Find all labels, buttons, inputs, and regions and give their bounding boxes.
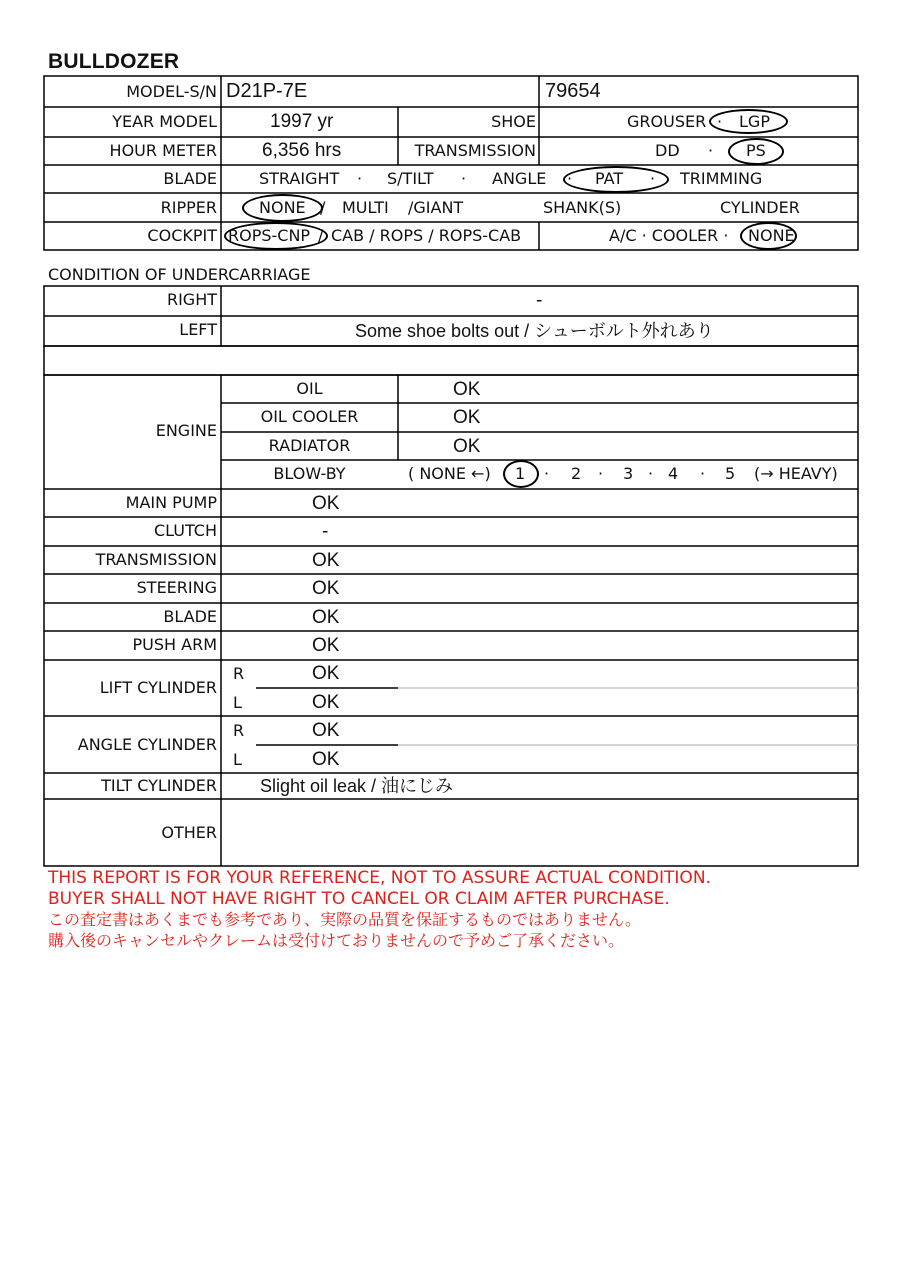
selection-circle (224, 222, 328, 250)
engine-label: ENGINE (155, 421, 217, 440)
ripper-option-multi: MULTI (342, 198, 389, 217)
ripper-option-giant: /GIANT (408, 198, 464, 217)
blade-separator: · (567, 169, 573, 188)
disclaimer-line-3: この査定書はあくまでも参考であり、実際の品質を保証するものではありません。 (48, 910, 641, 929)
oil-cooler-value: OK (453, 407, 481, 428)
blowby-scale-none: ( NONE ←) (408, 464, 491, 483)
blade-cond-label: BLADE (163, 607, 217, 626)
clutch-value: - (322, 521, 329, 542)
tilt-cylinder-label: TILT CYLINDER (101, 776, 217, 795)
shoe-label: SHOE (491, 112, 536, 131)
blowby-scale-4: 4 (668, 464, 679, 483)
lift-l-value: OK (312, 692, 340, 713)
oil-label: OIL (296, 379, 323, 398)
other-label: OTHER (161, 823, 217, 842)
hour-label: HOUR METER (109, 141, 217, 160)
blowby-scale-5: 5 (725, 464, 736, 483)
undercarriage-right-value: - (536, 290, 543, 311)
steering-label: STEERING (136, 578, 217, 597)
cockpit-separator: / (318, 226, 324, 245)
selection-circle (563, 166, 669, 193)
transmission-label: TRANSMISSION (414, 141, 536, 160)
blade-option-straight: STRAIGHT (259, 169, 340, 188)
undercarriage-right-label: RIGHT (166, 290, 217, 309)
undercarriage-heading: CONDITION OF UNDERCARRIAGE (48, 265, 311, 284)
blade-cond-value: OK (312, 607, 340, 628)
blowby-scale-2: 2 (571, 464, 582, 483)
selection-circle (709, 109, 788, 134)
push-arm-label: PUSH ARM (132, 635, 217, 654)
blade-separator: · (461, 169, 467, 188)
push-arm-value: OK (312, 635, 340, 656)
page-title: BULLDOZER (48, 50, 180, 73)
transmission-cond-value: OK (312, 550, 340, 571)
blowby-separator: · (700, 464, 706, 483)
blowby-scale-3: 3 (623, 464, 634, 483)
blowby-separator: · (648, 464, 654, 483)
blade-option-trimming: TRIMMING (680, 169, 763, 188)
transmission-separator: · (708, 141, 714, 160)
model-label: MODEL-S/N (126, 82, 217, 101)
lift-r-value: OK (312, 663, 340, 684)
undercarriage-left-value: Some shoe bolts out / シューボルト外れあり (355, 321, 714, 341)
clutch-label: CLUTCH (153, 521, 217, 540)
blade-label: BLADE (163, 169, 217, 188)
transmission-option-dd: DD (655, 141, 680, 160)
ripper-option-cylinder: CYLINDER (720, 198, 800, 217)
main-pump-value: OK (312, 493, 340, 514)
selection-circle (728, 138, 784, 165)
blowby-label: BLOW-BY (273, 464, 346, 483)
ripper-separator: / (320, 198, 326, 217)
disclaimer-line-1: THIS REPORT IS FOR YOUR REFERENCE, NOT TO ASSURE ACTUAL CONDITION. (48, 868, 711, 888)
model-value: D21P-7E (226, 80, 308, 102)
hour-value: 6,356 hrs (262, 140, 342, 161)
shoe-option-grouser: GROUSER (627, 112, 707, 131)
blade-option-stilt: S/TILT (387, 169, 434, 188)
undercarriage-left-label: LEFT (179, 320, 217, 339)
blowby-separator: · (544, 464, 550, 483)
ripper-label: RIPPER (160, 198, 217, 217)
blowby-scale-heavy: (→ HEAVY) (754, 464, 838, 483)
year-value: 1997 yr (270, 111, 334, 132)
main-pump-label: MAIN PUMP (125, 493, 217, 512)
blade-option-pat: PAT (595, 169, 624, 188)
radiator-label: RADIATOR (268, 436, 351, 455)
oil-cooler-label: OIL COOLER (260, 407, 359, 426)
selection-circle (740, 222, 797, 250)
lift-cylinder-label: LIFT CYLINDER (99, 678, 217, 697)
angle-l-label: L (233, 750, 242, 769)
lift-r-label: R (233, 664, 245, 683)
selection-circle (242, 194, 326, 222)
blade-separator: · (650, 169, 656, 188)
cockpit-option-cab: CAB / ROPS / ROPS-CAB (331, 226, 522, 245)
angle-r-value: OK (312, 720, 340, 741)
ac-option-none: NONE (748, 226, 795, 245)
blowby-separator: · (598, 464, 604, 483)
cockpit-label: COCKPIT (147, 226, 217, 245)
angle-l-value: OK (312, 749, 340, 770)
cockpit-option-rops-cnp: ROPS-CNP (228, 226, 311, 245)
disclaimer-line-4: 購入後のキャンセルやクレームは受付けておりませんので予めご了承ください。 (48, 931, 625, 950)
serial-value: 79654 (545, 80, 601, 102)
blowby-scale-1: 1 (515, 464, 526, 483)
shoe-option-lgp: LGP (739, 112, 770, 131)
ac-options: A/C · COOLER · (609, 226, 729, 245)
steering-value: OK (312, 578, 340, 599)
oil-value: OK (453, 379, 481, 400)
angle-r-label: R (233, 721, 245, 740)
ripper-option-shank: SHANK(S) (543, 198, 622, 217)
blade-option-angle: ANGLE (492, 169, 547, 188)
transmission-option-ps: PS (746, 141, 766, 160)
shoe-separator: · (717, 112, 723, 131)
blade-separator: · (357, 169, 363, 188)
angle-cylinder-label: ANGLE CYLINDER (77, 735, 217, 754)
tilt-cylinder-value: Slight oil leak / 油にじみ (260, 776, 454, 796)
transmission-cond-label: TRANSMISSION (95, 550, 217, 569)
selection-circle (503, 460, 539, 488)
year-label: YEAR MODEL (112, 112, 217, 131)
disclaimer-line-2: BUYER SHALL NOT HAVE RIGHT TO CANCEL OR CLAIM AFTER PURCHASE. (48, 889, 670, 909)
lift-l-label: L (233, 693, 242, 712)
radiator-value: OK (453, 436, 481, 457)
ripper-option-none: NONE (259, 198, 306, 217)
